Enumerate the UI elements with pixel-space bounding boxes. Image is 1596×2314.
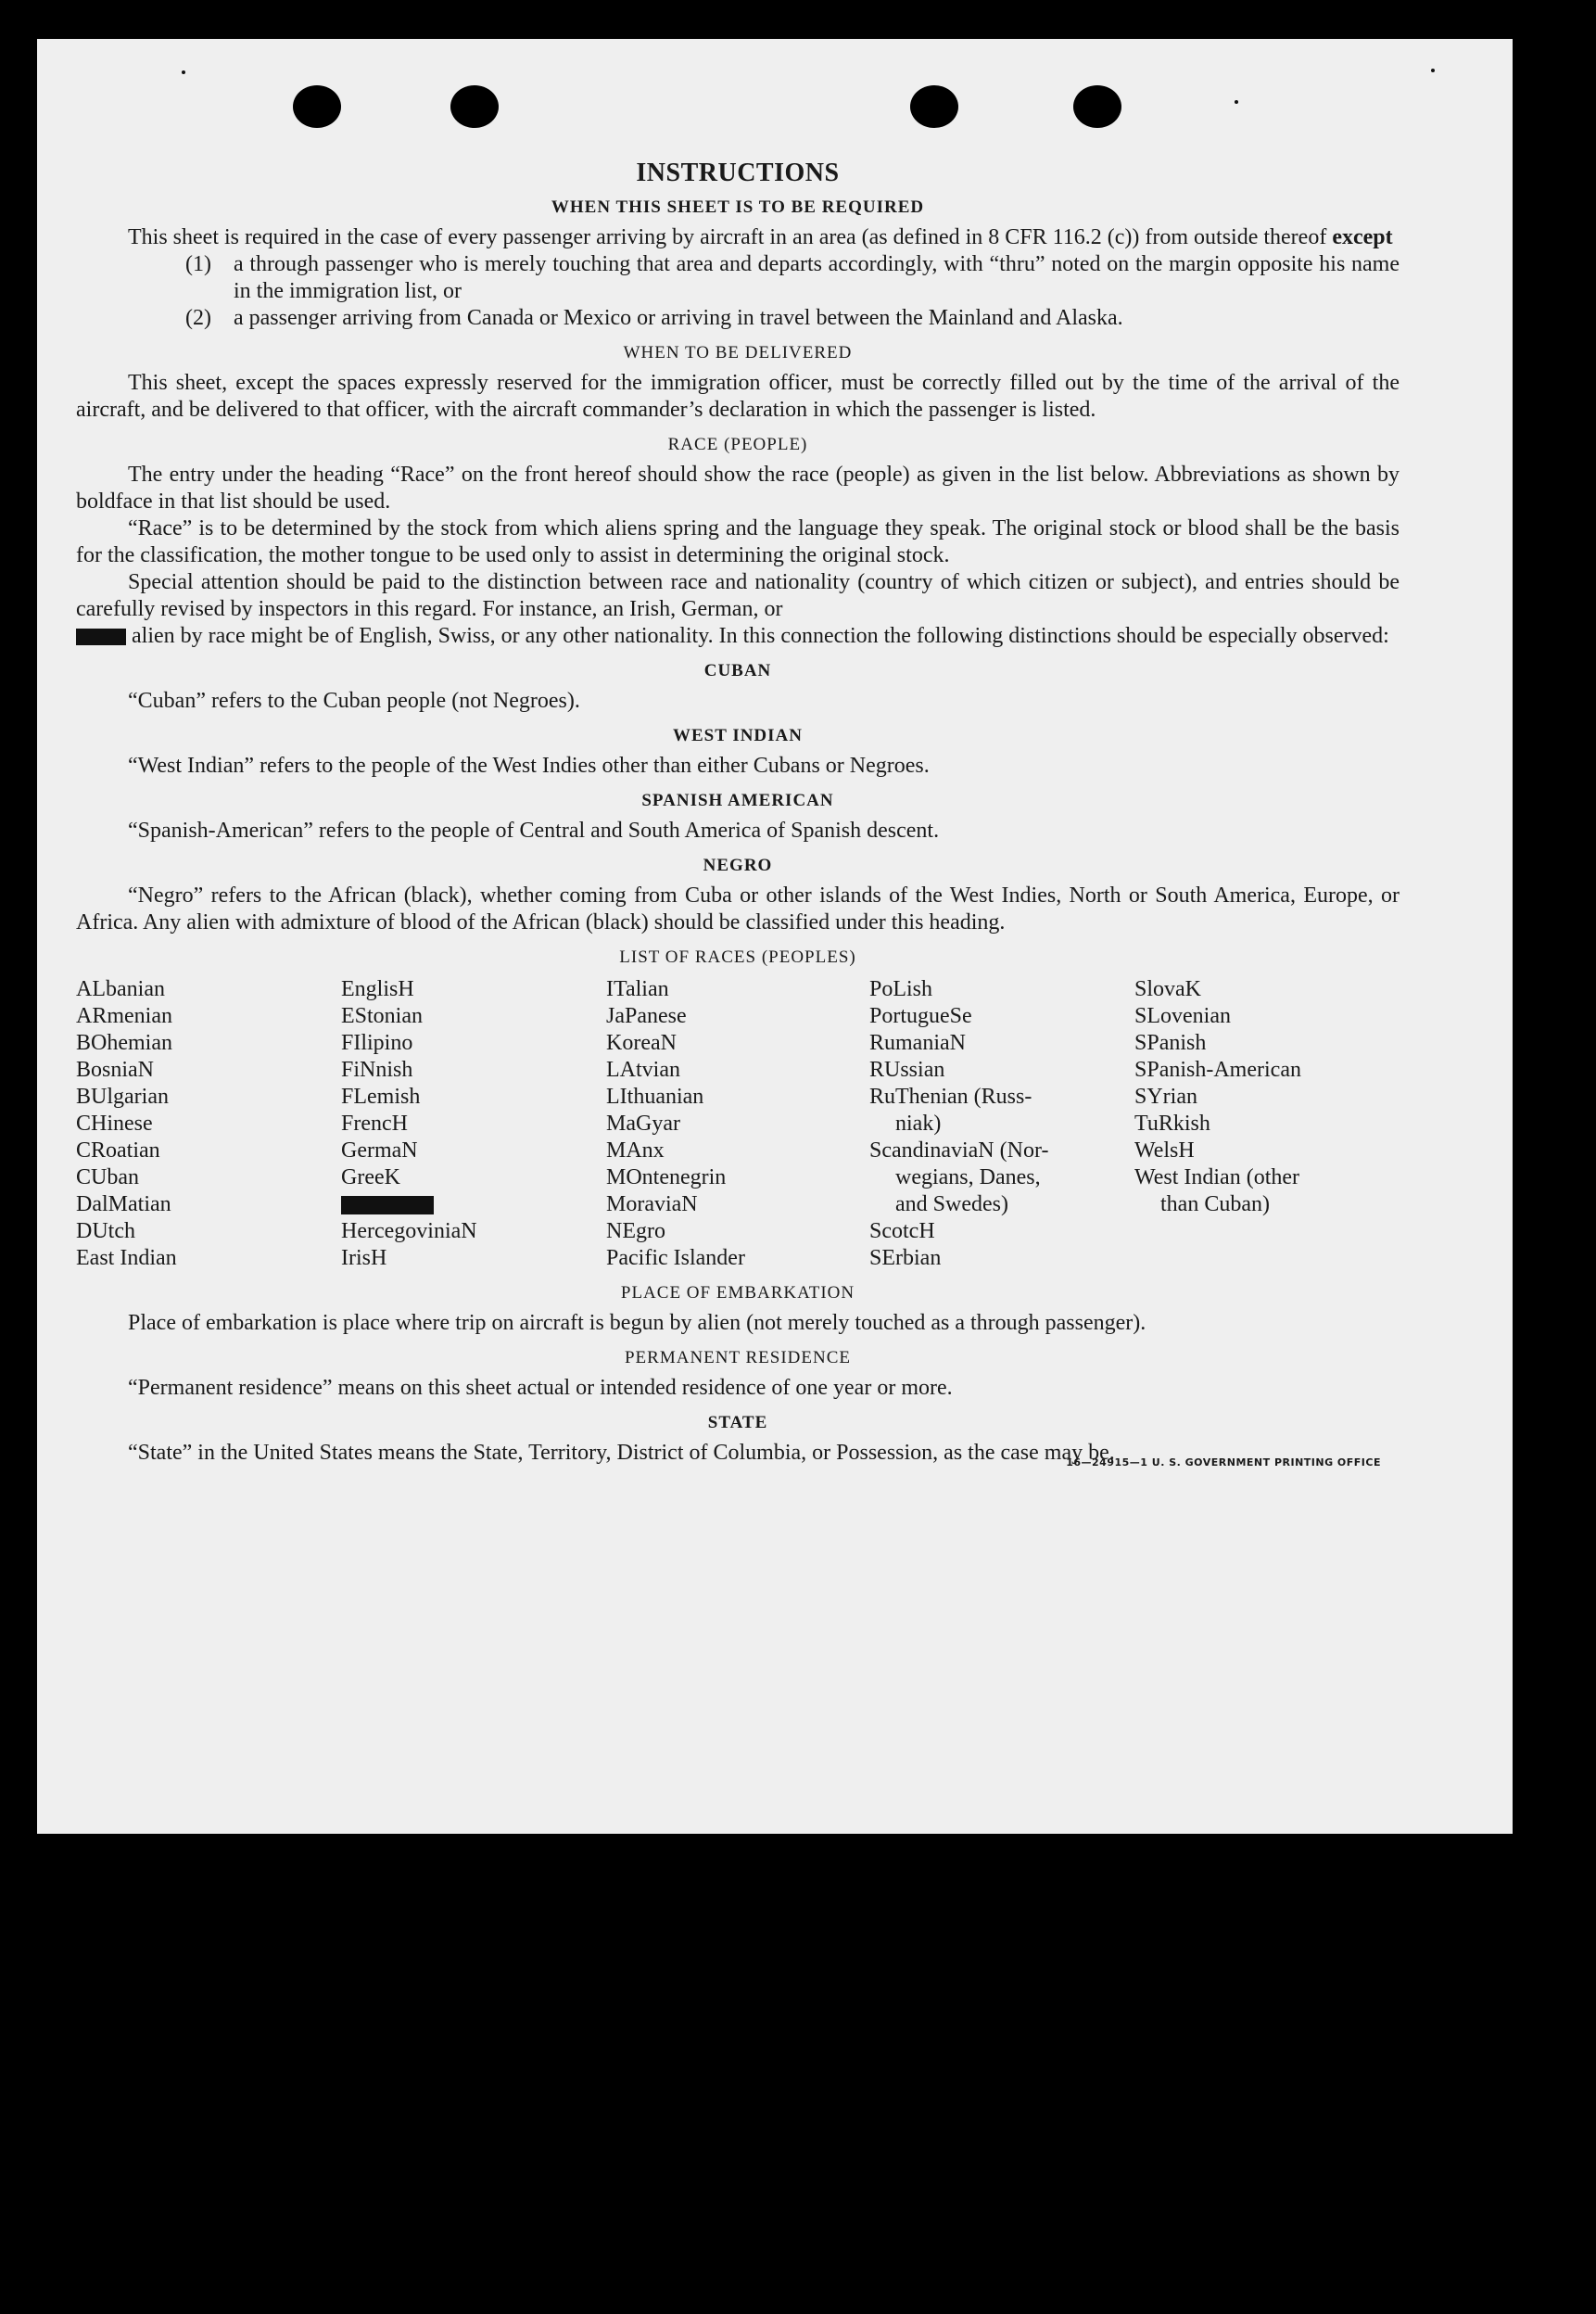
race-item: RumaniaN — [869, 1031, 966, 1055]
race-paragraph-3: Special attention should be paid to the distinction between race and nationality (country of which citizen or subject), and entries should be carefully revised by inspectors in this regard. For instance, an Irish, German, or alien by race might be of English, Swiss, or any other nationality. In this connection the following distinctions should be especially observed: — [76, 570, 1400, 648]
race-item: WelsH — [1134, 1138, 1195, 1163]
race-item: MoraviaN — [606, 1192, 698, 1216]
heading-when-required: WHEN THIS SHEET IS TO BE REQUIRED — [551, 197, 925, 217]
race-item: SPanish — [1134, 1031, 1207, 1055]
race-item: CRoatian — [76, 1138, 160, 1163]
race-item: GreeK — [341, 1165, 400, 1189]
heading-embarkation: PLACE OF EMBARKATION — [620, 1283, 855, 1303]
race-item: MaGyar — [606, 1112, 680, 1136]
race-column — [1134, 976, 1400, 1272]
west-indian-text: “West Indian” refers to the people of the West Indies other than either Cubans or Negroes. — [128, 754, 930, 778]
redaction-mark — [76, 629, 126, 645]
race-item: than Cuban) — [1160, 1192, 1270, 1216]
race-item: SlovaK — [1134, 977, 1201, 1001]
race-item: West Indian (other — [1134, 1165, 1300, 1189]
race-item: TuRkish — [1134, 1112, 1210, 1136]
race-item: niak) — [895, 1112, 942, 1136]
race-column — [869, 976, 1134, 1272]
page-title: INSTRUCTIONS — [636, 159, 840, 187]
heading-negro: NEGRO — [703, 856, 773, 875]
race-item: FLemish — [341, 1085, 421, 1109]
speck — [182, 70, 185, 74]
race-item: GermaN — [341, 1138, 418, 1163]
speck — [1431, 69, 1435, 72]
instructions-content — [76, 159, 1400, 1476]
race-item: JaPanese — [606, 1004, 687, 1028]
race-column — [606, 976, 869, 1272]
race-paragraph-1: The entry under the heading “Race” on the front hereof should show the race (people) as given in the list below. Abbreviations as shown by boldface in that list should be used. — [76, 463, 1400, 514]
redaction-mark — [341, 1196, 434, 1214]
race-item: RuThenian (Russ- — [869, 1085, 1032, 1109]
race-item: DUtch — [76, 1219, 135, 1243]
heading-state: STATE — [707, 1413, 768, 1432]
race-item: FrencH — [341, 1112, 408, 1136]
race-item: IrisH — [341, 1246, 387, 1270]
race-paragraph-2: “Race” is to be determined by the stock from which aliens spring and the language they speak. The original stock or blood shall be the basis for the classification, the mother tongue to be used only to assist in determining the original stock. — [76, 516, 1400, 567]
race-item: PoLish — [869, 977, 933, 1001]
race-item: BUlgarian — [76, 1085, 169, 1109]
race-item: MAnx — [606, 1138, 665, 1163]
race-column — [341, 976, 606, 1272]
heading-spanish-american: SPANISH AMERICAN — [641, 791, 834, 810]
race-item: SLovenian — [1134, 1004, 1231, 1028]
race-item — [341, 1191, 606, 1218]
race-item: SYrian — [1134, 1085, 1197, 1109]
spanish-american-text: “Spanish-American” refers to the people of Central and South America of Spanish descent. — [128, 819, 940, 843]
heading-cuban: CUBAN — [703, 661, 772, 680]
race-item: SPanish-American — [1134, 1058, 1301, 1082]
race-item: ITalian — [606, 977, 669, 1001]
cuban-text: “Cuban” refers to the Cuban people (not Negroes). — [128, 689, 580, 713]
punch-hole — [450, 85, 499, 128]
printing-note: 16—24915—1 U. S. GOVERNMENT PRINTING OFFICE — [1066, 1456, 1381, 1468]
embarkation-text: Place of embarkation is place where trip on aircraft is begun by alien (not merely touched as a through passenger). — [128, 1311, 1146, 1335]
race-item: BOhemian — [76, 1031, 172, 1055]
race-item: DalMatian — [76, 1192, 171, 1216]
negro-text: “Negro” refers to the African (black), whether coming from Cuba or other islands of the West Indies, North or South America, Europe, or Africa. Any alien with admixture of blood of the African (black) should be classified under this heading. — [76, 884, 1400, 934]
race-item: Pacific Islander — [606, 1246, 745, 1270]
race-item: ScandinaviaN (Nor- — [869, 1138, 1049, 1163]
race-item: wegians, Danes, — [895, 1165, 1041, 1189]
race-item: MOntenegrin — [606, 1165, 727, 1189]
race-item: ALbanian — [76, 977, 165, 1001]
race-item: and Swedes) — [895, 1192, 1008, 1216]
race-item: HercegoviniaN — [341, 1219, 477, 1243]
race-item: BosniaN — [76, 1058, 154, 1082]
heading-race: RACE (PEOPLE) — [667, 435, 808, 454]
list-item: (2) a passenger arriving from Canada or Mexico or arriving in travel between the Mainland and Alaska. — [185, 306, 1123, 330]
race-item: NEgro — [606, 1219, 665, 1243]
speck — [1235, 100, 1238, 104]
race-item: East Indian — [76, 1246, 177, 1270]
race-item: CUban — [76, 1165, 139, 1189]
race-item: CHinese — [76, 1112, 153, 1136]
state-text: “State” in the United States means the State, Territory, District of Columbia, or Possession, as the case may be. — [128, 1441, 1115, 1465]
when-required-intro: This sheet is required in the case of every passenger arriving by aircraft in an area (as defined in 8 CFR 116.2 (c)) from outside thereof except — [128, 225, 1393, 249]
heading-list-of-races: LIST OF RACES (PEOPLES) — [619, 947, 856, 967]
race-item: FiNnish — [341, 1058, 413, 1082]
race-column — [76, 976, 341, 1272]
race-item: SErbian — [869, 1246, 942, 1270]
when-delivered-text: This sheet, except the spaces expressly reserved for the immigration officer, must be correctly filled out by the time of the arrival of the aircraft, and be delivered to that officer, with the aircraft commander’s declaration in which the passenger is listed. — [76, 371, 1400, 422]
race-item: KoreaN — [606, 1031, 677, 1055]
punch-hole — [910, 85, 958, 128]
race-item: EStonian — [341, 1004, 423, 1028]
list-item: (1) a through passenger who is merely touching that area and departs accordingly, with “thru” noted on the margin opposite his name in the immigration list, or — [185, 252, 1400, 303]
document-sheet — [37, 39, 1513, 1834]
heading-when-delivered: WHEN TO BE DELIVERED — [623, 343, 853, 362]
race-item: LIthuanian — [606, 1085, 704, 1109]
race-item: PortugueSe — [869, 1004, 972, 1028]
race-item: ScotcH — [869, 1219, 935, 1243]
race-item: LAtvian — [606, 1058, 680, 1082]
punch-hole — [293, 85, 341, 128]
heading-permanent-residence: PERMANENT RESIDENCE — [624, 1348, 852, 1367]
race-item: RUssian — [869, 1058, 945, 1082]
races-list — [76, 976, 1400, 1272]
race-item: FIlipino — [341, 1031, 413, 1055]
permanent-residence-text: “Permanent residence” means on this sheet actual or intended residence of one year or more. — [128, 1376, 953, 1400]
heading-west-indian: WEST INDIAN — [673, 726, 803, 745]
race-item: ARmenian — [76, 1004, 172, 1028]
race-item: EnglisH — [341, 977, 414, 1001]
punch-hole — [1073, 85, 1121, 128]
